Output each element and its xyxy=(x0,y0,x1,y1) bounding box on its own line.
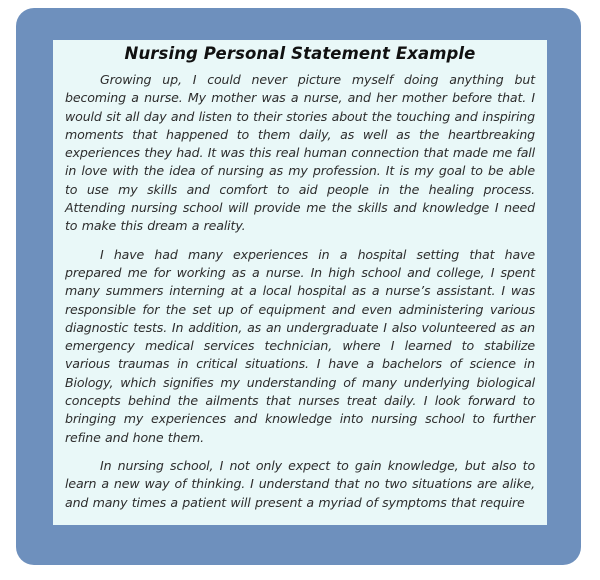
document-title: Nursing Personal Statement Example xyxy=(124,44,476,63)
paragraph-1: Growing up, I could never picture myself doing anything but becoming a nurse. My mother was a nurse, and her mother before that. I would sit all day and listen to their stories about the touching and inspiring moments that happened to them daily, as well as the heartbreaking experiences they had. It was this real human connection that made me fall in love with the idea of nursing as my profession. It is my goal to be able to use my skills and comfort to aid people in the healing process. Attending nursing school will provide me the skills and knowledge I need to make this dream a reality. xyxy=(65,72,535,234)
paragraph-3: In nursing school, I not only expect to gain knowledge, but also to learn a new way of thinking. I understand that no two situations are alike, and many times a patient will present a myriad of symptoms that require xyxy=(65,457,535,510)
paragraph-2: I have had many experiences in a hospital setting that have prepared me for working as a nurse. In high school and college, I spent many summers interning at a local hospital as a nurse’s assistant. I was responsible for the set up of equipment and even administering various diagnostic tests. In addition, as an undergraduate I also volunteered as an emergency medical services technician, where I learned to stabilize various traumas in critical situations. I have a bachelors of science in Biology, which signifies my understanding of many underlying biological concepts behind the ailments that nurses treat daily. I look forward to bringing my experiences and knowledge into nursing school to further refine and hone them. xyxy=(65,246,535,445)
document-panel xyxy=(53,40,547,525)
